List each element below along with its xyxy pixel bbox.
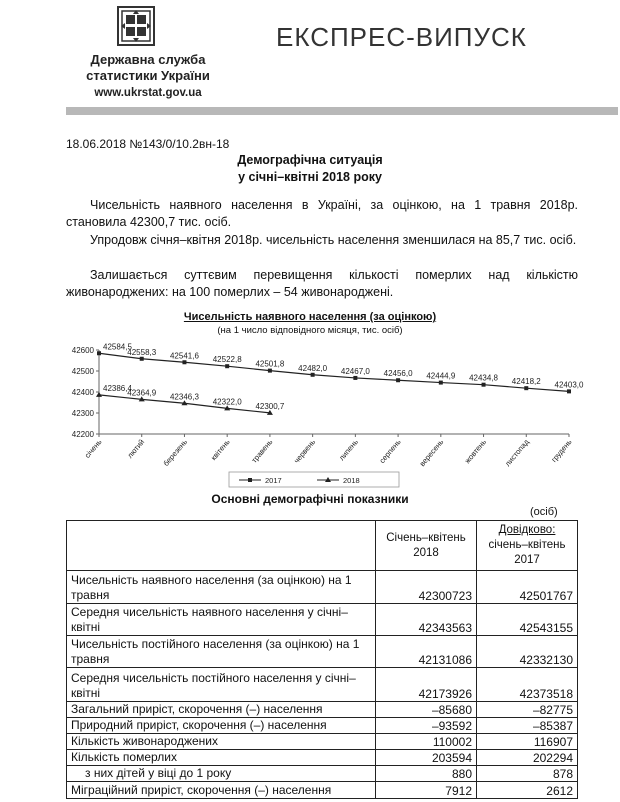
data-point-2017 bbox=[140, 357, 144, 361]
table-row bbox=[67, 718, 578, 734]
header-2017-line1: Довідково: bbox=[498, 524, 556, 536]
data-label-2017: 42558,3 bbox=[127, 347, 157, 357]
paragraph-2 bbox=[66, 232, 578, 249]
chart-title: Чисельність наявного населення (за оцінкою) bbox=[183, 311, 437, 323]
header-2018: Січень–квітень 2018 bbox=[376, 521, 477, 571]
row-label: Природний приріст, скорочення (–) населення bbox=[67, 718, 376, 734]
data-point-2017 bbox=[396, 378, 400, 382]
x-tick-label: січень bbox=[82, 437, 104, 460]
value-2018: –85680 bbox=[376, 702, 477, 718]
value-2017: 42501767 bbox=[477, 571, 578, 604]
value-2017: 202294 bbox=[477, 750, 578, 766]
org-name-line1: Державна служба bbox=[90, 52, 206, 67]
value-2017: 2612 bbox=[477, 782, 578, 799]
row-label: Чисельність постійного населення (за оцінкою) на 1 травня bbox=[67, 636, 376, 668]
data-label-2017: 42418,2 bbox=[511, 377, 541, 387]
x-tick-label: вересень bbox=[417, 437, 446, 469]
document-title bbox=[60, 152, 560, 186]
data-label-2017: 42467,0 bbox=[340, 366, 370, 376]
population-line-chart bbox=[64, 336, 584, 496]
value-2018: 42173926 bbox=[376, 668, 477, 702]
value-2018: 110002 bbox=[376, 734, 477, 750]
data-label-2017: 42501,8 bbox=[255, 359, 285, 369]
row-label: Загальний приріст, скорочення (–) населення bbox=[67, 702, 376, 718]
demographic-indicators-table bbox=[66, 520, 578, 799]
data-label-2017: 42444,9 bbox=[426, 371, 456, 381]
data-label-2017: 42403,0 bbox=[554, 380, 584, 390]
x-tick-label: травень bbox=[249, 437, 275, 465]
data-label-2017: 42482,0 bbox=[298, 363, 328, 373]
data-point-2017 bbox=[311, 373, 315, 377]
data-point-2017 bbox=[567, 389, 571, 393]
row-label: Середня чисельність наявного населення у січні–квітні bbox=[67, 604, 376, 636]
header-blank-cell bbox=[67, 521, 376, 571]
y-tick-label: 42500 bbox=[71, 367, 94, 376]
value-2018: 7912 bbox=[376, 782, 477, 799]
x-tick-label: квітень bbox=[209, 437, 232, 463]
x-tick-label: листопад bbox=[503, 437, 531, 469]
paragraph-1 bbox=[66, 197, 578, 231]
value-2017: 116907 bbox=[477, 734, 578, 750]
value-2017: 42332130 bbox=[477, 636, 578, 668]
data-point-2017 bbox=[268, 369, 272, 373]
value-2018: –93592 bbox=[376, 718, 477, 734]
value-2018: 42131086 bbox=[376, 636, 477, 668]
data-label-2017: 42522,8 bbox=[212, 355, 242, 365]
x-tick-label: червень bbox=[292, 437, 318, 466]
table-row bbox=[67, 636, 578, 668]
y-tick-label: 42300 bbox=[71, 409, 94, 418]
table-row bbox=[67, 766, 578, 782]
table-units: (осіб) bbox=[530, 506, 558, 518]
value-2017: –85387 bbox=[477, 718, 578, 734]
paragraph-3 bbox=[66, 267, 578, 301]
data-point-2017 bbox=[97, 351, 101, 355]
legend-marker-2017 bbox=[248, 478, 252, 482]
table-row bbox=[67, 668, 578, 702]
x-tick-label: липень bbox=[337, 437, 360, 463]
y-tick-label: 42600 bbox=[71, 346, 94, 355]
value-2017: 42373518 bbox=[477, 668, 578, 702]
org-name bbox=[84, 52, 212, 84]
data-label-2018: 42386,4 bbox=[103, 383, 132, 393]
data-point-2017 bbox=[439, 381, 443, 385]
x-tick-label: жовтень bbox=[462, 437, 489, 466]
value-2018: 203594 bbox=[376, 750, 477, 766]
org-url[interactable]: www.ukrstat.gov.ua bbox=[94, 87, 202, 99]
data-label-2017: 42584,5 bbox=[103, 342, 132, 352]
data-label-2017: 42456,0 bbox=[383, 369, 413, 379]
data-label-2018: 42346,3 bbox=[169, 392, 199, 402]
table-title: Основні демографічні показники bbox=[211, 492, 409, 506]
data-point-2017 bbox=[353, 376, 357, 380]
y-tick-label: 42400 bbox=[71, 388, 94, 397]
table-row bbox=[67, 750, 578, 766]
value-2017: 878 bbox=[477, 766, 578, 782]
value-2017: 42543155 bbox=[477, 604, 578, 636]
data-point-2017 bbox=[182, 360, 186, 364]
y-tick-label: 42200 bbox=[71, 430, 94, 439]
title-line2: у січні–квітні 2018 року bbox=[238, 170, 382, 184]
data-label-2017: 42434,8 bbox=[469, 373, 499, 383]
data-label-2018: 42322,0 bbox=[212, 397, 242, 407]
paragraph-2-text: Упродовж січня–квітня 2018р. чисельність населення зменшилася на 85,7 тис. осіб. bbox=[90, 233, 577, 247]
value-2017: –82775 bbox=[477, 702, 578, 718]
table-row bbox=[67, 571, 578, 604]
legend-label-2017: 2017 bbox=[265, 476, 282, 485]
chart-subtitle: (на 1 число відповідного місяця, тис. осіб) bbox=[217, 325, 403, 336]
paragraph-1-text: Чисельність наявного населення в Україні, за оцінкою, на 1 травня 2018р. становила 42300,7 тис. осіб. bbox=[66, 198, 578, 229]
row-label: Міграційний приріст, скорочення (–) населення bbox=[67, 782, 376, 799]
header-2017 bbox=[477, 521, 578, 571]
data-point-2017 bbox=[482, 383, 486, 387]
x-tick-label: серпень bbox=[377, 437, 403, 466]
data-point-2018 bbox=[96, 392, 102, 397]
value-2018: 880 bbox=[376, 766, 477, 782]
x-tick-label: грудень bbox=[549, 437, 574, 464]
row-label: Кількість живонароджених bbox=[67, 734, 376, 750]
data-label-2017: 42541,6 bbox=[169, 351, 199, 361]
header-2017-line2: січень–квітень 2017 bbox=[488, 539, 566, 566]
ukrstat-emblem-icon bbox=[117, 6, 155, 46]
data-label-2018: 42300,7 bbox=[255, 401, 285, 411]
table-header-row bbox=[67, 521, 578, 571]
x-tick-label: лютий bbox=[125, 437, 147, 460]
row-label: Чисельність наявного населення (за оцінкою) на 1 травня bbox=[67, 571, 376, 604]
row-label: Кількість померлих bbox=[67, 750, 376, 766]
org-name-line2: статистики України bbox=[86, 68, 210, 83]
table-row bbox=[67, 734, 578, 750]
x-tick-label: березень bbox=[161, 437, 189, 468]
data-point-2017 bbox=[225, 364, 229, 368]
table-row bbox=[67, 604, 578, 636]
table-row bbox=[67, 702, 578, 718]
table-row bbox=[67, 782, 578, 799]
title-line1: Демографічна ситуація bbox=[237, 153, 383, 167]
header-divider bbox=[66, 107, 618, 115]
data-point-2017 bbox=[524, 386, 528, 390]
data-label-2018: 42364,9 bbox=[127, 388, 157, 398]
document-reference: 18.06.2018 №143/0/10.2вн-18 bbox=[66, 137, 230, 151]
row-label: Середня чисельність постійного населення у січні–квітні bbox=[67, 668, 376, 702]
express-release-title: ЕКСПРЕС-ВИПУСК bbox=[276, 22, 527, 52]
row-label: з них дітей у віці до 1 року bbox=[67, 766, 376, 782]
value-2018: 42343563 bbox=[376, 604, 477, 636]
value-2018: 42300723 bbox=[376, 571, 477, 604]
legend-label-2018: 2018 bbox=[343, 476, 360, 485]
paragraph-3-text: Залишається суттєвим перевищення кількості померлих над кількістю живонароджених: на 100 померлих – 54 живонароджені. bbox=[66, 268, 578, 299]
